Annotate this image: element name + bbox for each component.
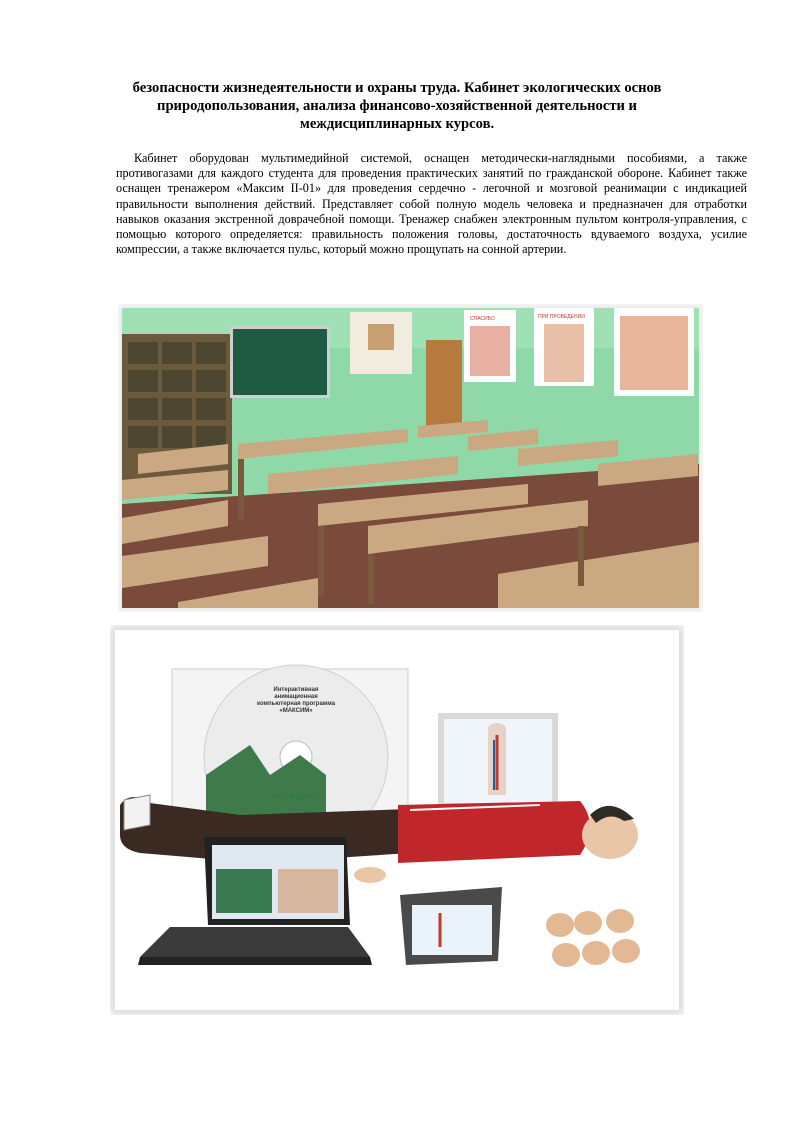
cd-text-3: компьютерная программа xyxy=(257,701,335,707)
cd-text-2: анимационная xyxy=(274,694,318,700)
cpr-trainer-photo xyxy=(110,625,684,1015)
classroom-photo xyxy=(118,304,703,612)
section-heading xyxy=(96,79,698,133)
heading-line-3: междисциплинарных курсов. xyxy=(299,116,495,132)
poster-title-1: СПАСИБО xyxy=(470,316,495,322)
heading-line-2: природопользования, анализа финансово-хозяйственной деятельности и xyxy=(157,98,637,114)
heading-line-1: безопасности жизнедеятельности и охраны труда. Кабинет экологических основ xyxy=(132,80,662,96)
description-text: Кабинет оборудован мультимедийной системой, оснащен методически-наглядными пособиями, а также противогазами для каждого студента для проведения практических занятий по гражданской обороне. Кабинет также оснащен тренажером «Максим II-01» для проведения сердечно - легочной и мозговой реанимации с индикацией правильности выполнения действий. Представляет собой полную модель человека и предназначен для отработки навыков оказания экстренной доврачебной помощи. Тренажер снабжен электронным пультом контроля-управления, с помощью которого определяется: правильность положения головы, достаточность вдуваемого воздуха, усилие компрессии, а также включается пульс, который можно прощупать на сонной артерии. xyxy=(116,151,747,257)
poster-title-2: ПРИ ПРОВЕДЕНИИ xyxy=(538,314,585,320)
description-paragraph xyxy=(116,151,747,257)
cd-text-1: Интерактивная xyxy=(273,687,319,693)
cd-text-4: «МАКСИМ» xyxy=(279,708,313,714)
cd-company: ОАО "МЕДИУС" xyxy=(272,795,320,801)
